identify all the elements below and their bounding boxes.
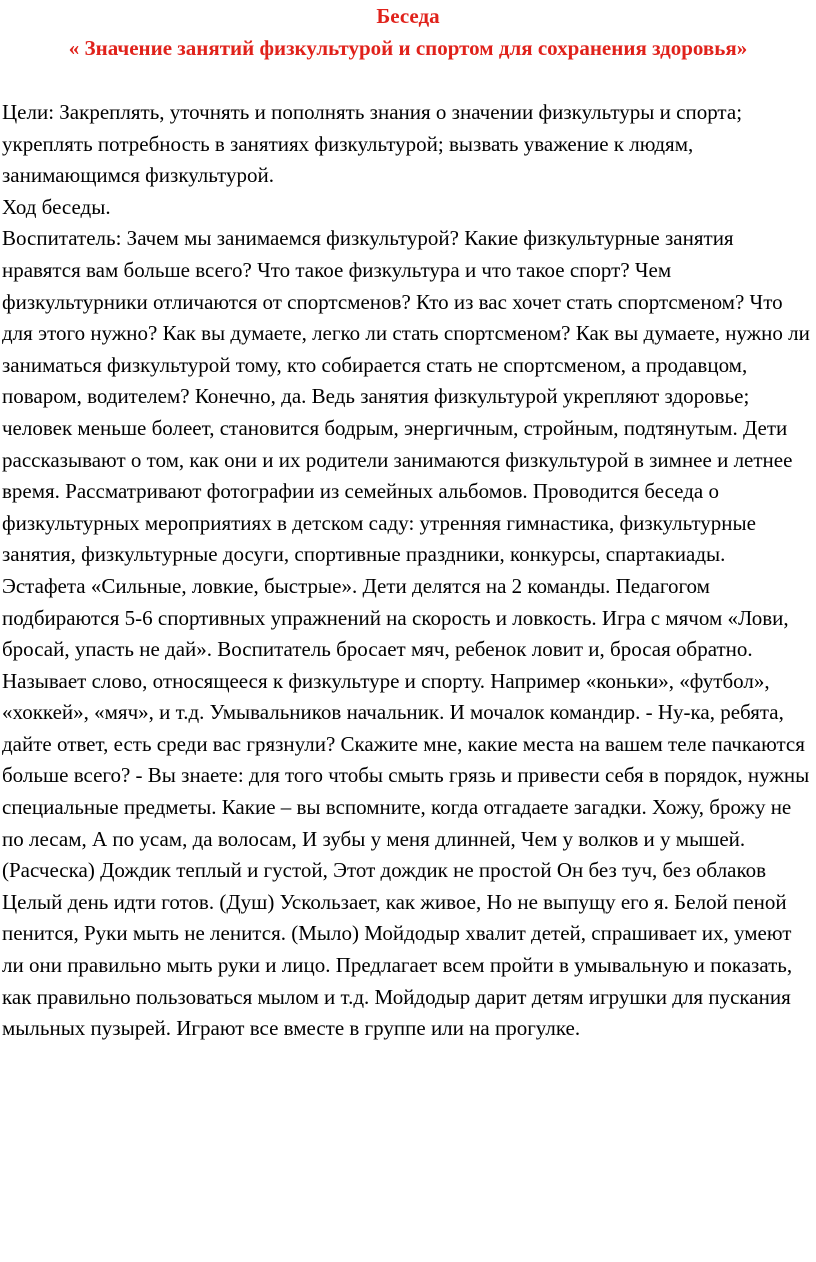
document-subtitle: « Значение занятий физкультурой и спортом для сохранения здоровья»	[68, 36, 748, 60]
conversation-paragraph: Воспитатель: Зачем мы занимаемся физкультурой? Какие физкультурные занятия нравятся вам больше всего? Что такое физкультура и что такое спорт? Чем физкультурники отличаются от спортсменов? Кто из вас хочет стать спортсменом? Что для этого нужно? Как вы думаете, легко ли стать спортсменом? Как вы думаете, нужно ли заниматься физкультурой тому, кто собирается стать не спортсменом, а продавцом, поваром, водителем? Конечно, да. Ведь занятия физкультурой укрепляют здоровье; человек меньше болеет, становится бодрым, энергичным, стройным, подтянутым. Дети рассказывают о том, как они и их родители занимаются физкультурой в зимнее и летнее время. Рассматривают фотографии из семейных альбомов. Проводится беседа о физкультурных мероприятиях в детском саду: утренняя гимнастика, физкультурные занятия, физкультурные досуги, спортивные праздники, конкурсы, спартакиады. Эстафета «Сильные, ловкие, быстрые». Дети делятся на 2 команды. Педагогом подбираются 5-6 спортивных упражнений на скорость и ловкость. Игра с мячом «Лови, бросай, упасть не дай». Воспитатель бросает мяч, ребенок ловит и, бросая обратно. Называет слово, относящееся к физкультуре и спорту. Например «коньки», «футбол», «хоккей», «мяч», и т.д. Умывальников начальник. И мочалок командир. - Ну-ка, ребята, дайте ответ, есть среди вас грязнули? Скажите мне, какие места на вашем теле пачкаются больше всего? - Вы знаете: для того чтобы смыть грязь и привести себя в порядок, нужны специальные предметы. Какие – вы вспомните, когда отгадаете загадки. Хожу, брожу не по лесам, А по усам, да волосам, И зубы у меня длинней, Чем у волков и у мышей. (Расческа) Дождик теплый и густой, Этот дождик не простой Он без туч, без облаков Целый день идти готов. (Душ) Ускользает, как живое, Но не выпущу его я. Белой пеной пенится, Руки мыть не ленится. (Мыло) Мойдодыр хвалит детей, спрашивает их, умеют ли они правильно мыть руки и лицо. Предлагает всем пройти в умывальную и показать, как правильно пользоваться мылом и т.д. Мойдодыр дарит детям игрушки для пускания мыльных пузырей. Играют все вместе в группе или на прогулке.	[2, 226, 810, 1041]
progress-heading: Ход беседы.	[2, 194, 111, 219]
document-body	[2, 97, 814, 1045]
goals-paragraph: Цели: Закреплять, уточнять и пополнять знания о значении физкультуры и спорта; укреплять потребность в занятиях физкультурой; вызвать уважение к людям, занимающимся физкультурой.	[2, 100, 743, 188]
document-title: Беседа	[376, 4, 440, 28]
